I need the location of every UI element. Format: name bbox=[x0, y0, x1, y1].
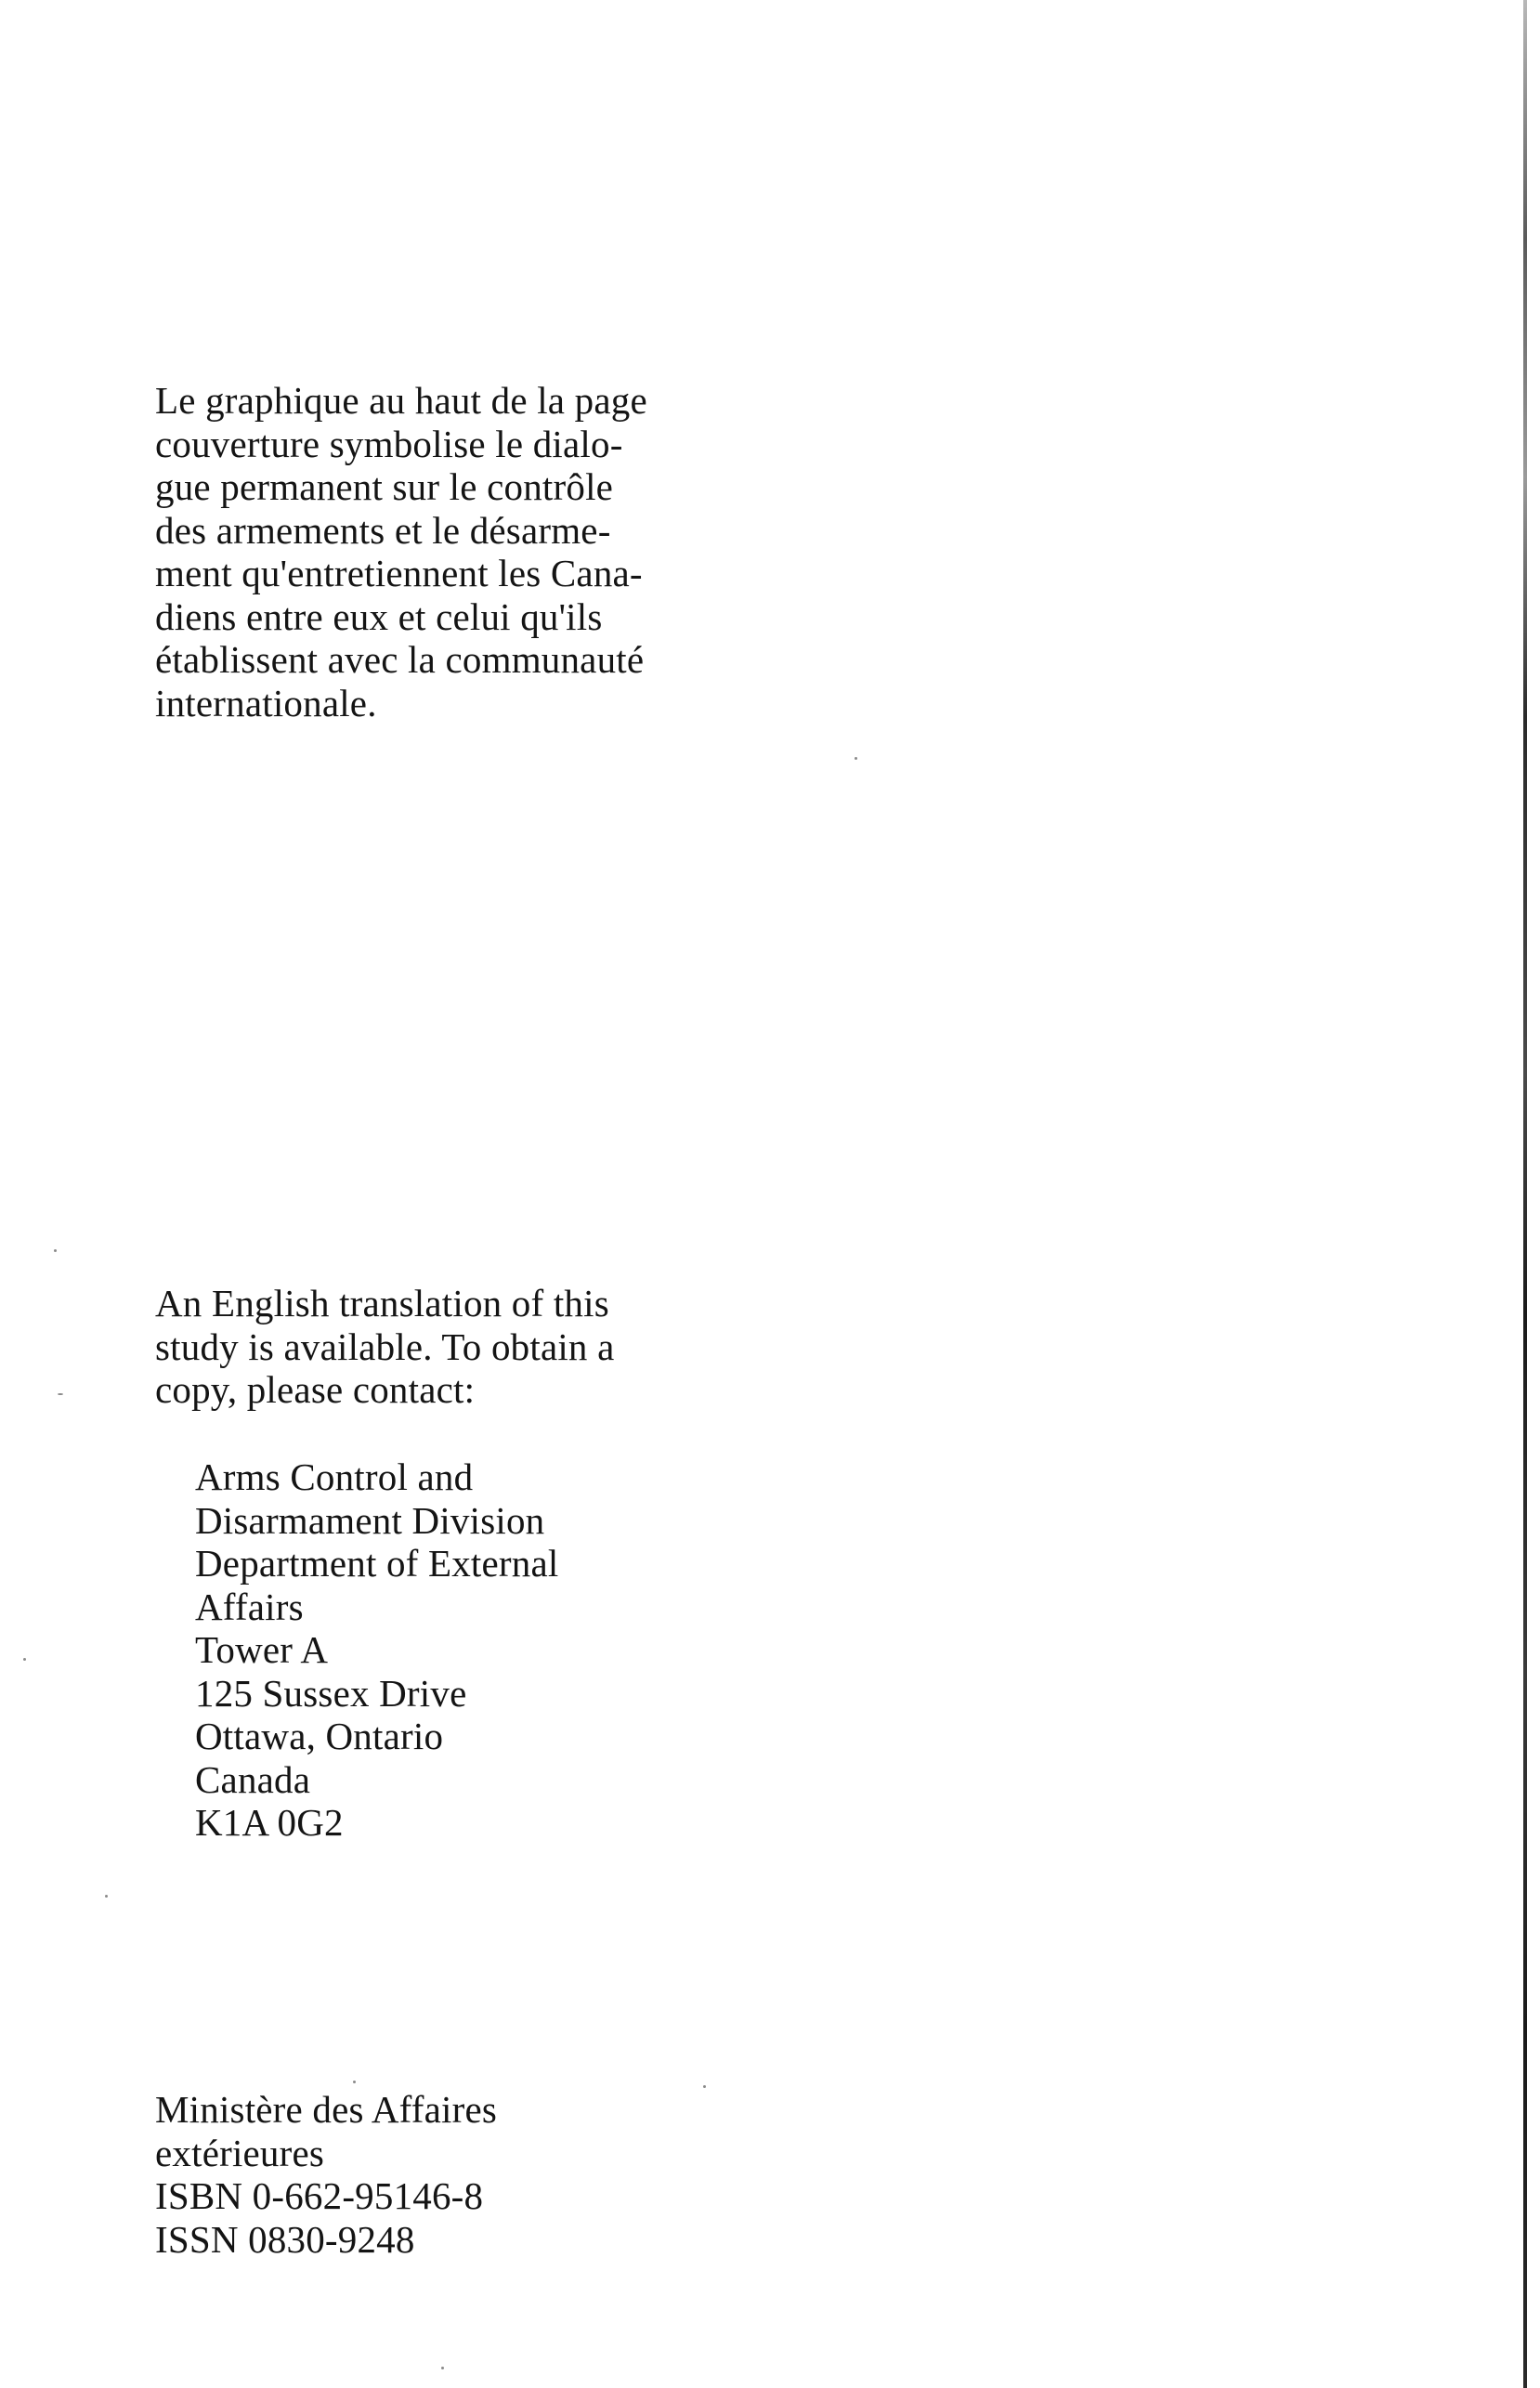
address-line: Canada bbox=[195, 1757, 311, 1801]
address-line: 125 Sussex Drive bbox=[195, 1671, 467, 1715]
text-line: study is available. To obtain a bbox=[155, 1324, 615, 1368]
scan-speck bbox=[58, 1393, 63, 1395]
text-line: couverture symbolise le dialo- bbox=[155, 422, 623, 465]
scan-speck bbox=[23, 1658, 26, 1661]
scan-speck bbox=[703, 2085, 706, 2088]
publication-info bbox=[155, 2088, 497, 2261]
translation-availability-note bbox=[155, 1282, 614, 1412]
scan-speck bbox=[54, 1249, 57, 1252]
issn-line: ISSN 0830-9248 bbox=[155, 2217, 415, 2261]
publisher-line: extérieures bbox=[155, 2131, 325, 2174]
text-line: des armements et le désarme- bbox=[155, 508, 611, 552]
address-line: Disarmament Division bbox=[195, 1498, 545, 1542]
text-line: copy, please contact: bbox=[155, 1368, 476, 1411]
cover-graphic-note bbox=[155, 379, 647, 724]
scan-speck bbox=[105, 1895, 108, 1898]
isbn-line: ISBN 0-662-95146-8 bbox=[155, 2174, 484, 2217]
contact-address bbox=[195, 1455, 558, 1845]
scan-speck bbox=[855, 757, 857, 760]
address-line: Ottawa, Ontario bbox=[195, 1715, 444, 1757]
text-line: établissent avec la communauté bbox=[155, 638, 645, 681]
address-line: Arms Control and bbox=[195, 1455, 474, 1498]
address-line: Tower A bbox=[195, 1628, 329, 1671]
scan-speck bbox=[441, 2367, 444, 2369]
address-line: K1A 0G2 bbox=[195, 1801, 344, 1844]
publisher-line: Ministère des Affaires bbox=[155, 2088, 497, 2131]
scan-page-edge bbox=[1523, 0, 1527, 2388]
scan-speck bbox=[353, 2081, 356, 2083]
text-line: An English translation of this bbox=[155, 1282, 609, 1324]
text-line: ment qu'entretiennent les Cana- bbox=[155, 552, 643, 594]
text-line: internationale. bbox=[155, 681, 377, 724]
address-line: Affairs bbox=[195, 1585, 304, 1628]
text-line: diens entre eux et celui qu'ils bbox=[155, 594, 603, 638]
address-line: Department of External bbox=[195, 1542, 559, 1585]
text-line: gue permanent sur le contrôle bbox=[155, 465, 614, 508]
text-line: Le graphique au haut de la page bbox=[155, 379, 647, 422]
